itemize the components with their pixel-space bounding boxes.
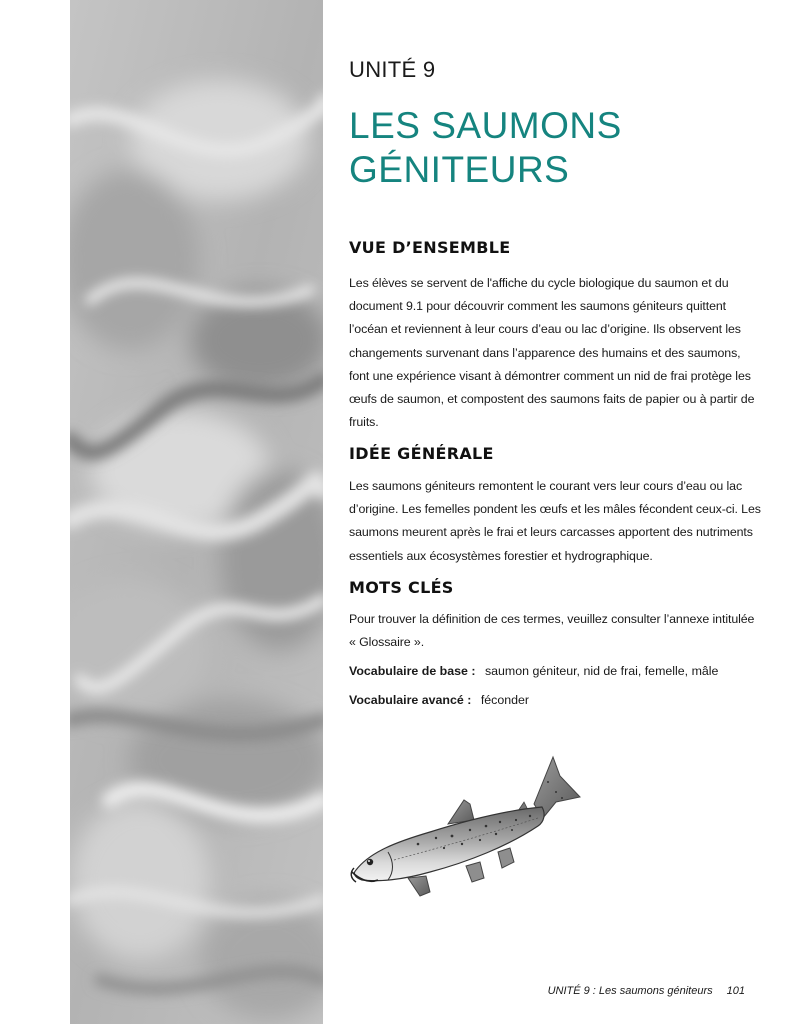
page-footer bbox=[548, 985, 745, 997]
advanced-vocabulary-label: Vocabulaire avancé : bbox=[349, 693, 472, 707]
basic-vocabulary bbox=[349, 664, 718, 678]
overview-heading: VUE D’ENSEMBLE bbox=[349, 238, 511, 257]
overview-line: font une expérience visant à démontrer comment un nid de frai protège les bbox=[349, 368, 751, 383]
footer-unit-text: UNITÉ 9 : Les saumons géniteurs bbox=[547, 985, 713, 997]
salmon-illustration bbox=[348, 752, 584, 900]
unit-number-label: UNITÉ 9 bbox=[349, 57, 436, 82]
unit-title-line-2: GÉNITEURS bbox=[349, 149, 570, 190]
basic-vocabulary-terms: saumon géniteur, nid de frai, femelle, mâle bbox=[484, 664, 719, 678]
basic-vocabulary-label: Vocabulaire de base : bbox=[349, 664, 476, 678]
overview-line: œufs de saumon, et compostent des saumons faits de papier ou à partir de bbox=[349, 392, 755, 407]
unit-title bbox=[349, 104, 622, 192]
overview-line: l’océan et reviennent à leur cours d’eau ou lac d’origine. Ils observent les bbox=[349, 322, 741, 337]
main-idea-line: saumons meurent après le frai et leurs carcasses apportent des nutriments bbox=[349, 525, 753, 540]
marbled-side-panel bbox=[70, 0, 323, 1024]
main-idea-paragraph bbox=[349, 475, 761, 568]
main-idea-line: Les saumons géniteurs remontent le courant vers leur cours d’eau ou lac bbox=[349, 479, 743, 493]
marbled-texture-image bbox=[70, 0, 323, 1024]
key-words-heading: MOTS CLÉS bbox=[349, 578, 454, 597]
overview-paragraph bbox=[349, 272, 755, 434]
key-words-line: « Glossaire ». bbox=[349, 635, 425, 650]
main-idea-heading: IDÉE GÉNÉRALE bbox=[349, 444, 494, 463]
advanced-vocabulary-terms: féconder bbox=[480, 693, 530, 707]
unit-title-line-1: LES SAUMONS bbox=[349, 105, 622, 146]
advanced-vocabulary bbox=[349, 693, 529, 707]
page-number: 101 bbox=[726, 985, 745, 997]
overview-line: document 9.1 pour découvrir comment les saumons géniteurs quittent bbox=[349, 299, 727, 314]
key-words-line: Pour trouver la définition de ces termes, veuillez consulter l’annexe intitulée bbox=[349, 612, 755, 626]
overview-line: changements survenant dans l’apparence des humains et des saumons, bbox=[349, 345, 741, 360]
overview-line: fruits. bbox=[349, 415, 379, 430]
key-words-intro bbox=[349, 608, 755, 654]
overview-line: Les élèves se servent de l'affiche du cycle biologique du saumon et du bbox=[349, 276, 729, 290]
main-idea-line: d’origine. Les femelles pondent les œufs et les mâles fécondent ceux-ci. Les bbox=[349, 502, 761, 517]
main-idea-line: essentiels aux écosystèmes forestier et hydrographique. bbox=[349, 548, 653, 563]
